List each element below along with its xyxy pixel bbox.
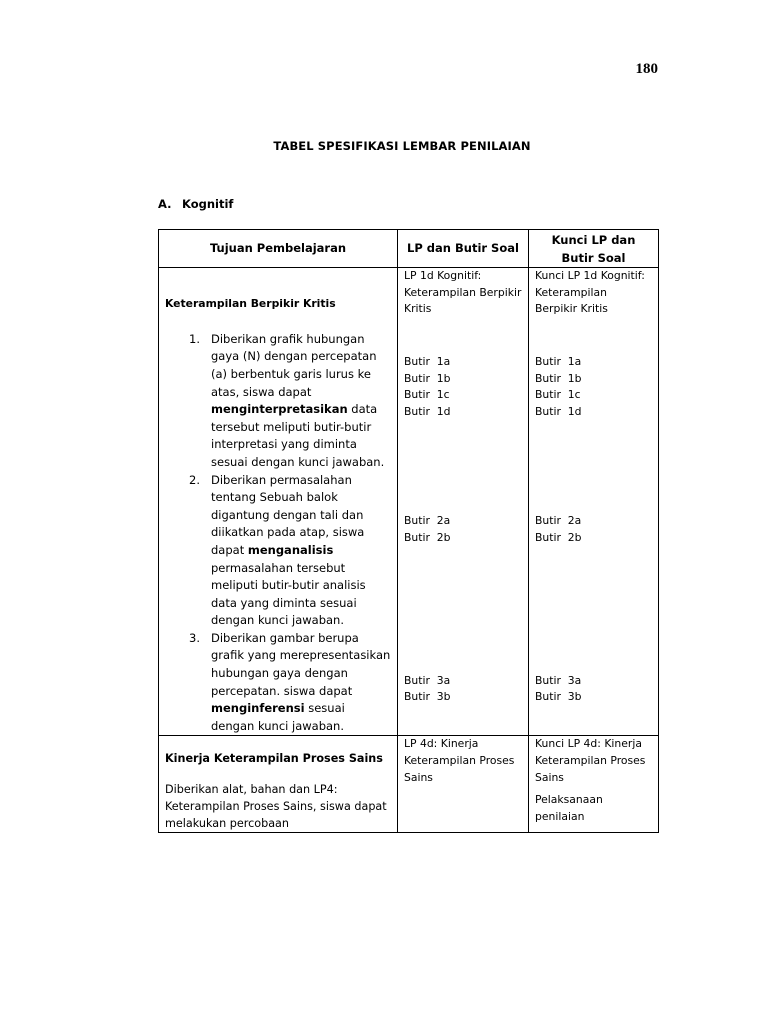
section-letter: A. <box>158 197 172 211</box>
key-butir-item: Butir 1c <box>535 388 581 402</box>
section-heading <box>158 197 233 211</box>
table-header-row <box>159 230 659 268</box>
header-lp-butir: LP dan Butir Soal <box>398 230 529 268</box>
header-tujuan: Tujuan Pembelajaran <box>159 230 398 268</box>
key-verb: menganalisis <box>247 542 334 557</box>
butir-item: Butir 2a <box>404 514 451 528</box>
page-number: 180 <box>635 61 658 77</box>
objective-list <box>165 331 391 736</box>
section-name: Kognitif <box>182 197 234 211</box>
row-heading: Keterampilan Berpikir Kritis <box>165 297 336 311</box>
cell-kinerja-lp <box>398 736 529 833</box>
key-title: Kunci LP 4d: Kinerja Keterampilan Proses Sains <box>535 737 646 784</box>
butir-item: Butir 1a <box>404 354 451 368</box>
specification-table <box>158 229 659 833</box>
cell-kinerja-kunci <box>529 736 659 833</box>
key-butir-item: Butir 3b <box>535 690 582 704</box>
butir-item: Butir 3b <box>404 690 451 704</box>
row-heading: Kinerja Keterampilan Proses Sains <box>165 752 383 766</box>
key-butir-item: Butir 2a <box>535 514 582 528</box>
cell-kinerja-objective <box>159 736 398 833</box>
key-butir-item: Butir 2b <box>535 530 582 544</box>
butir-item: Butir 3a <box>404 673 451 687</box>
butir-item: Butir 1b <box>404 371 451 385</box>
cell-objectives <box>159 268 398 736</box>
objective-number: 2. <box>189 472 200 487</box>
header-kunci: Kunci LP dan Butir Soal <box>529 230 659 268</box>
cell-kunci <box>529 268 659 736</box>
objective-item: 3. Diberikan gambar berupa grafik yang merepresentasikan hubungan gaya dengan percepatan. siswa dapat menginferensi sesuai dengan kunci jawaban. <box>189 630 391 733</box>
key-verb: menginterpretasikan <box>211 402 348 417</box>
butir-item: Butir 1d <box>404 404 451 418</box>
row-description: Diberikan alat, bahan dan LP4: Keterampilan Proses Sains, siswa dapat melakukan percobaan <box>165 783 387 830</box>
key-title: Kunci LP 1d Kognitif: Keterampilan Berpikir Kritis <box>535 269 645 316</box>
butir-item: Butir 1c <box>404 388 450 402</box>
document-title: TABEL SPESIFIKASI LEMBAR PENILAIAN <box>273 139 531 153</box>
objective-item: 2. Diberikan permasalahan tentang Sebuah balok digantung dengan tali dan diikatkan pada atap, siswa dapat menganalisis permasalahan tersebut meliputi butir-butir analisis data yang diminta sesuai dengan kunci jawaban. <box>189 472 366 628</box>
key-butir-item: Butir 1d <box>535 404 582 418</box>
table-row-kinerja <box>159 736 659 833</box>
lp-title: LP 1d Kognitif: Keterampilan Berpikir Kritis <box>404 269 522 316</box>
objective-number: 3. <box>189 630 200 645</box>
key-butir-item: Butir 1b <box>535 371 582 385</box>
cell-lp-butir <box>398 268 529 736</box>
butir-item: Butir 2b <box>404 530 451 544</box>
objective-item: 1. Diberikan grafik hubungan gaya (N) dengan percepatan (a) berbentuk garis lurus ke atas, siswa dapat menginterpretasikan data tersebut meliputi butir-butir interpretasi yang diminta sesuai dengan kunci jawaban. <box>189 331 385 469</box>
key-verb: menginferensi <box>211 701 305 716</box>
objective-number: 1. <box>189 331 200 346</box>
lp-title: LP 4d: Kinerja Keterampilan Proses Sains <box>404 737 515 784</box>
table-row-berpikir-kritis <box>159 268 659 736</box>
key-butir-item: Butir 3a <box>535 673 582 687</box>
key-note: Pelaksanaan penilaian <box>535 793 603 823</box>
key-butir-item: Butir 1a <box>535 354 582 368</box>
